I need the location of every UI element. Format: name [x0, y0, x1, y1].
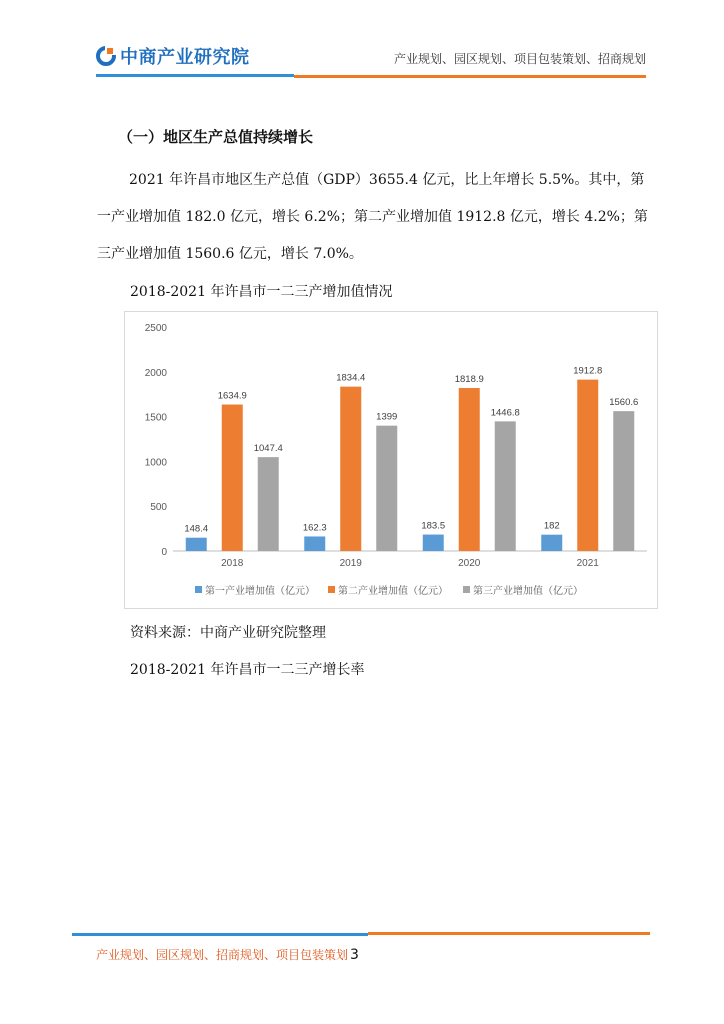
header-rule-blue [96, 74, 294, 77]
footer-tagline: 产业规划、园区规划、招商规划、项目包装策划 [96, 948, 349, 962]
legend-swatch [195, 586, 202, 593]
legend-label: 第三产业增加值（亿元） [473, 586, 583, 597]
bar-3-2018 [258, 457, 279, 551]
bar-2-2020 [459, 388, 480, 551]
x-tick-label: 2021 [576, 558, 599, 569]
data-label: 1399 [376, 411, 398, 423]
header-tagline: 产业规划、园区规划、项目包装策划、招商规划 [393, 52, 646, 66]
footer-rule-orange [368, 932, 650, 935]
data-label: 1818.9 [454, 374, 484, 386]
footer-rule-blue [72, 933, 368, 936]
legend-label: 第二产业增加值（亿元） [338, 586, 448, 597]
logo-icon [96, 46, 116, 66]
bar-1-2021 [541, 535, 562, 551]
section-title: （一）地区生产总值持续增长 [118, 128, 314, 146]
y-tick-label: 2500 [144, 323, 167, 334]
bar-2-2018 [222, 405, 243, 551]
data-label: 1634.9 [217, 390, 247, 402]
y-tick-label: 1500 [144, 412, 167, 424]
bar-2-2021 [577, 380, 598, 551]
chart-svg [125, 312, 657, 608]
data-label: 183.5 [421, 520, 446, 532]
bar-1-2019 [304, 536, 325, 551]
bar-2-2019 [340, 387, 361, 551]
bar-3-2020 [495, 421, 516, 551]
bar-3-2019 [376, 426, 397, 551]
data-label: 1560.6 [609, 397, 639, 409]
y-tick-label: 1000 [144, 457, 167, 469]
y-tick-label: 500 [150, 502, 167, 514]
bar-3-2021 [613, 411, 634, 551]
bar-chart [124, 311, 658, 609]
x-tick-label: 2018 [221, 558, 244, 569]
y-tick-label: 2000 [144, 367, 167, 379]
page-footer [96, 946, 359, 963]
paragraph-text: 2021 年许昌市地区生产总值（GDP）3655.4 亿元，比上年增长 5.5%。其中，第一产业增加值 182.0 亿元，增长 6.2%；第二产业增加值 1912.8 亿元，增长 4.2%；第三产业增加值 1560.6 亿元，增长 7.0%。 [97, 172, 648, 262]
source-note: 资料来源：中商产业研究院整理 [130, 625, 326, 641]
legend-swatch [463, 586, 470, 593]
logo [96, 43, 250, 69]
header-rule-orange [294, 75, 646, 78]
data-label: 162.3 [302, 522, 327, 534]
data-label: 182 [543, 520, 560, 532]
page-header [0, 0, 724, 90]
body-paragraph [97, 162, 657, 273]
data-label: 1912.8 [573, 365, 603, 377]
logo-text: 中商产业研究院 [120, 47, 250, 68]
bar-1-2018 [186, 538, 207, 551]
bar-1-2020 [423, 535, 444, 551]
data-label: 1446.8 [490, 407, 520, 419]
page-number: 3 [350, 947, 359, 963]
legend-label: 第一产业增加值（亿元） [205, 586, 315, 597]
data-label: 1047.4 [253, 443, 283, 455]
x-tick-label: 2019 [339, 558, 362, 569]
next-chart-caption: 2018-2021 年许昌市一二三产增长率 [130, 662, 365, 678]
data-label: 1834.4 [336, 372, 366, 384]
data-label: 148.4 [184, 523, 209, 535]
chart-caption: 2018-2021 年许昌市一二三产增加值情况 [130, 284, 393, 300]
y-tick-label: 0 [161, 547, 167, 558]
legend-swatch [328, 586, 335, 593]
x-tick-label: 2020 [458, 558, 481, 569]
